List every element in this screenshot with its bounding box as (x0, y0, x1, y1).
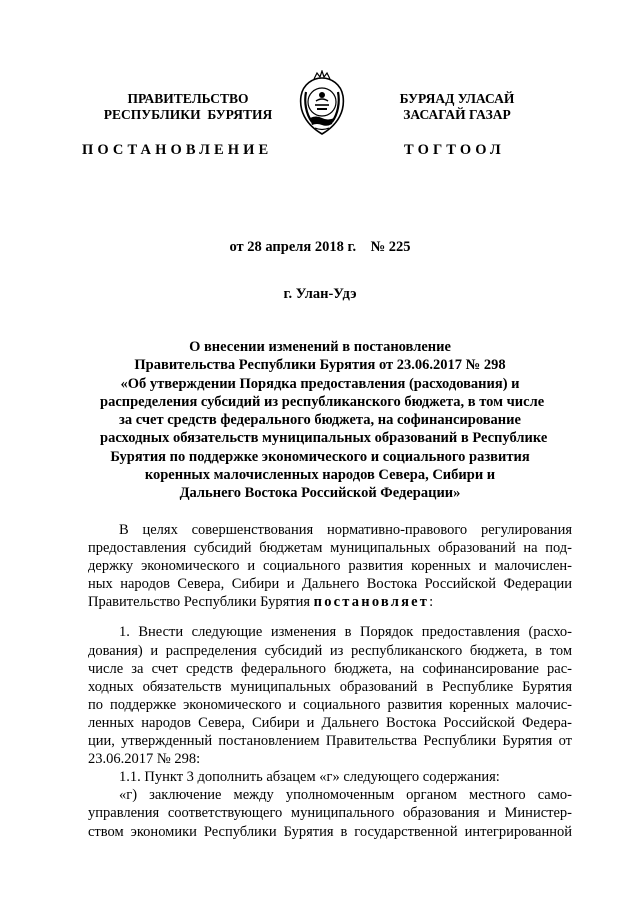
body-line: ных народов Севера, Сибири и Дальнего Востока Российской Федерации (88, 576, 572, 593)
title-line: «Об утверждении Порядка предоставления (расходования) и (120, 375, 520, 392)
body-line: 23.06.2017 № 298: (88, 751, 201, 768)
doc-type-right: ТОГТООЛ (404, 142, 505, 158)
body-line: держку экономического и социального развития коренных и малочислен- (88, 558, 572, 575)
body-line: управления соответствующего муниципального образования и Министер- (88, 805, 572, 822)
header-left-line2: РЕСПУБЛИКИ БУРЯТИЯ (103, 107, 273, 122)
title-line: О внесении изменений в постановление (189, 339, 451, 355)
body-line: 1. Внести следующие изменения в Порядок предоставления (расхо- (119, 624, 572, 641)
title-line: распределения субсидий из республиканского бюджета, в том числе (100, 393, 545, 410)
doc-type-left: ПОСТАНОВЛЕНИЕ (82, 142, 273, 158)
city-line: г. Улан-Удэ (283, 286, 357, 302)
header-right-line1: БУРЯАД УЛАСАЙ (399, 91, 515, 106)
body-line: 1.1. Пункт 3 дополнить абзацем «г» следующего содержания: (119, 769, 500, 786)
body-line: В целях совершенствования нормативно-правового регулирования (119, 522, 572, 538)
body-line: числе за счет средств федерального бюджета, на софинансирование рас- (88, 660, 572, 677)
date-number-line: от 28 апреля 2018 г. № 225 (229, 239, 411, 255)
body-line: «г) заключение между уполномоченным органом местного само- (119, 787, 572, 804)
body-line: ленных народов Севера, Сибири и Дальнего Востока Российской Федера- (88, 714, 572, 731)
document-title (100, 338, 548, 503)
body-line: ции, утвержденный постановлением Правительства Республики Бурятия от (88, 733, 572, 750)
document-body (88, 521, 572, 841)
title-line: Правительства Республики Бурятия от 23.06.2017 № 298 (134, 357, 506, 374)
header-left-line1: ПРАВИТЕЛЬСТВО (127, 91, 249, 106)
body-line: ходных обязательств муниципальных образований в Республике Бурятия (88, 678, 572, 695)
body-line: дования) и распределения субсидий из республиканского бюджета, в том (88, 642, 572, 659)
body-line: ством экономики Республики Бурятия в государственной интегрированной (88, 823, 572, 840)
title-line: Бурятия по поддержке экономического и социального развития (110, 448, 530, 465)
body-line: по поддержке экономического и социального развития коренных малочис- (88, 696, 572, 713)
header-left (88, 91, 288, 123)
title-line: коренных малочисленных народов Севера, Сибири и (144, 467, 496, 484)
body-line (88, 593, 572, 611)
decree-verb: постановляет (313, 594, 430, 611)
title-line: за счет средств федерального бюджета, на софинансирование (119, 412, 521, 429)
body-line: предоставления субсидий бюджетам муниципальных образований на под- (88, 540, 572, 557)
title-line: расходных обязательств муниципальных образований в Республике (100, 430, 548, 447)
header-right (362, 91, 552, 123)
coat-of-arms-icon (297, 70, 347, 140)
title-line: Дальнего Востока Российской Федерации» (179, 485, 461, 502)
decree-subject: Правительство Республики Бурятия (88, 594, 314, 611)
decree-colon: : (429, 594, 434, 611)
header-right-line2: ЗАСАГАЙ ГАЗАР (403, 107, 511, 122)
